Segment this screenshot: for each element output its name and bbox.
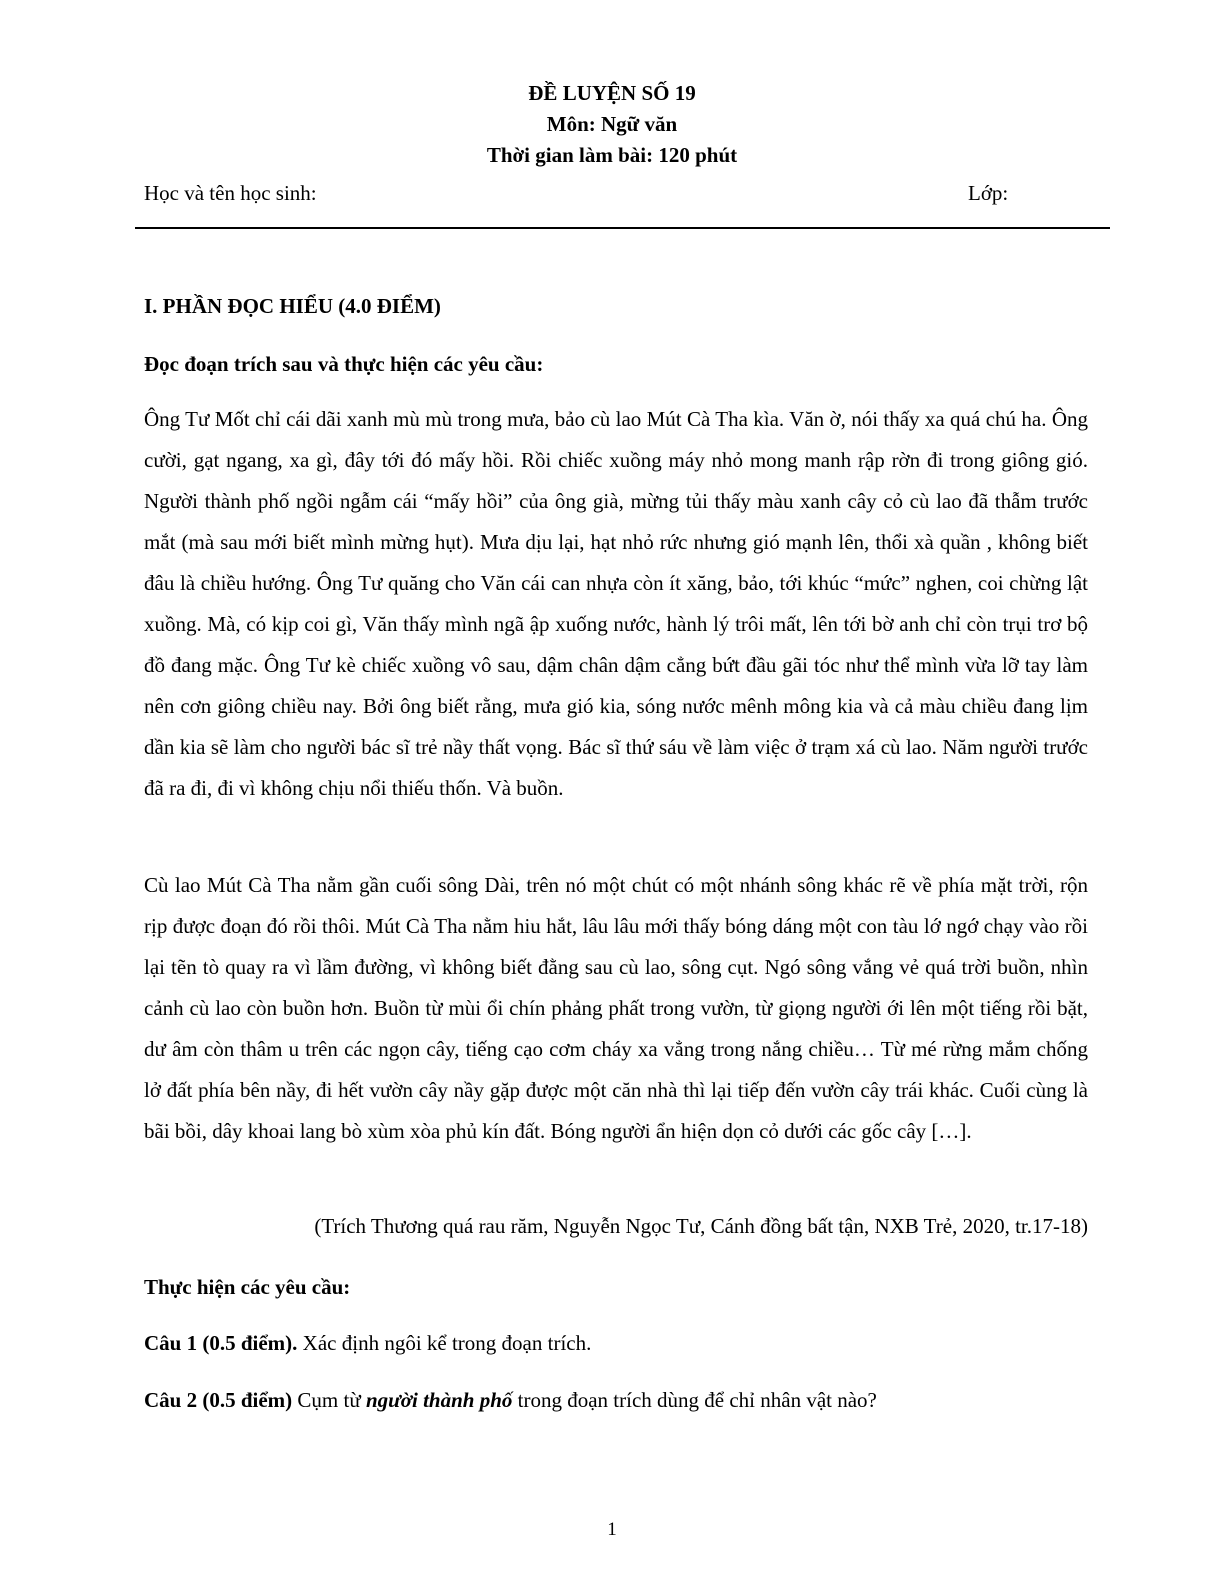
passage-paragraph-1: Ông Tư Mốt chỉ cái dãi xanh mù mù trong mưa, bảo cù lao Mút Cà Tha kìa. Văn ờ, nói thấy xa quá chú ha. Ông cười, gạt ngang, xa gì, đây tới đó mấy hồi. Rồi chiếc xuồng máy nhỏ mong manh rập rờn đi trong giông gió. Người thành phố ngồi ngẫm cái “mấy hồi” của ông già, mừng tủi thấy màu xanh cây cỏ cù lao đã thẫm trước mắt (mà sau mới biết mình mừng hụt). Mưa dịu lại, hạt nhỏ rức nhưng gió mạnh lên, thổi xà quần , không biết đâu là chiều hướng. Ông Tư quăng cho Văn cái can nhựa còn ít xăng, bảo, tới khúc “mức” nghen, coi chừng lật xuồng. Mà, có kịp coi gì, Văn thấy mình ngã ập xuống nước, hành lý trôi mất, lên tới bờ anh chỉ còn trụi trơ bộ đồ đang mặc. Ông Tư kè chiếc xuồng vô sau, dậm chân dậm cẳng bứt đầu gãi tóc như thể mình vừa lỡ tay làm nên cơn giông chiều nay. Bởi ông biết rằng, mưa gió kia, sóng nước mênh mông kia và cả màu chiều đang lịm dần kia sẽ làm cho người bác sĩ trẻ nầy thất vọng. Bác sĩ thứ sáu về làm việc ở trạm xá cù lao. Năm người trước đã ra đi, đi vì không chịu nổi thiếu thốn. Và buồn. [144, 407, 1088, 800]
exam-time: Thời gian làm bài: 120 phút [486, 143, 738, 167]
question-2-label: Câu 2 (0.5 điểm) [144, 1388, 293, 1412]
exam-title: ĐỀ LUYỆN SỐ 19 [528, 81, 696, 105]
tasks-heading: Thực hiện các yêu cầu: [144, 1275, 351, 1299]
header-divider [135, 227, 1110, 229]
section-instruction: Đọc đoạn trích sau và thực hiện các yêu cầu: [144, 352, 544, 376]
question-2-emphasis: người thành phố [365, 1388, 513, 1412]
passage-source: (Trích Thương quá rau răm, Nguyễn Ngọc Tư, Cánh đồng bất tận, NXB Trẻ, 2020, tr.17-18) [314, 1214, 1088, 1238]
question-2-text-after: trong đoạn trích dùng để chỉ nhân vật nào? [512, 1388, 877, 1412]
question-1 [144, 1327, 1088, 1359]
class-label: Lớp: [968, 181, 1009, 205]
question-2-text-before: Cụm từ [292, 1388, 366, 1412]
student-name-label: Học và tên học sinh: [144, 181, 317, 205]
page-number: 1 [607, 1519, 617, 1540]
question-1-text: Xác định ngôi kể trong đoạn trích. [297, 1331, 592, 1355]
passage-paragraph-2: Cù lao Mút Cà Tha nằm gần cuối sông Dài, trên nó một chút có một nhánh sông khác rẽ về phía mặt trời, rộn rịp được đoạn đó rồi thôi. Mút Cà Tha nằm hiu hắt, lâu lâu mới thấy bóng dáng một con tàu lớ ngớ chạy vào rồi lại tẽn tò quay ra vì lầm đường, vì không biết đằng sau cù lao, sông cụt. Ngó sông vắng vẻ quá trời buồn, nhìn cảnh cù lao còn buồn hơn. Buồn từ mùi ổi chín phảng phất trong vườn, từ giọng người ới lên một tiếng rồi bặt, dư âm còn thâm u trên các ngọn cây, tiếng cạo cơm cháy xa vẳng trong nắng chiều… Từ mé rừng mắm chống lở đất phía bên nầy, đi hết vườn cây nầy gặp được một căn nhà thì lại tiếp đến vườn cây trái khác. Cuối cùng là bãi bồi, dây khoai lang bò xùm xòa phủ kín đất. Bóng người ẩn hiện dọn cỏ dưới các gốc cây […]. [144, 873, 1088, 1143]
student-info-row [144, 177, 1024, 209]
question-2 [144, 1384, 1088, 1416]
question-1-label: Câu 1 (0.5 điểm). [144, 1331, 298, 1355]
exam-subject: Môn: Ngữ văn [546, 112, 678, 136]
section-title: I. PHẦN ĐỌC HIỂU (4.0 ĐIỂM) [144, 294, 441, 318]
